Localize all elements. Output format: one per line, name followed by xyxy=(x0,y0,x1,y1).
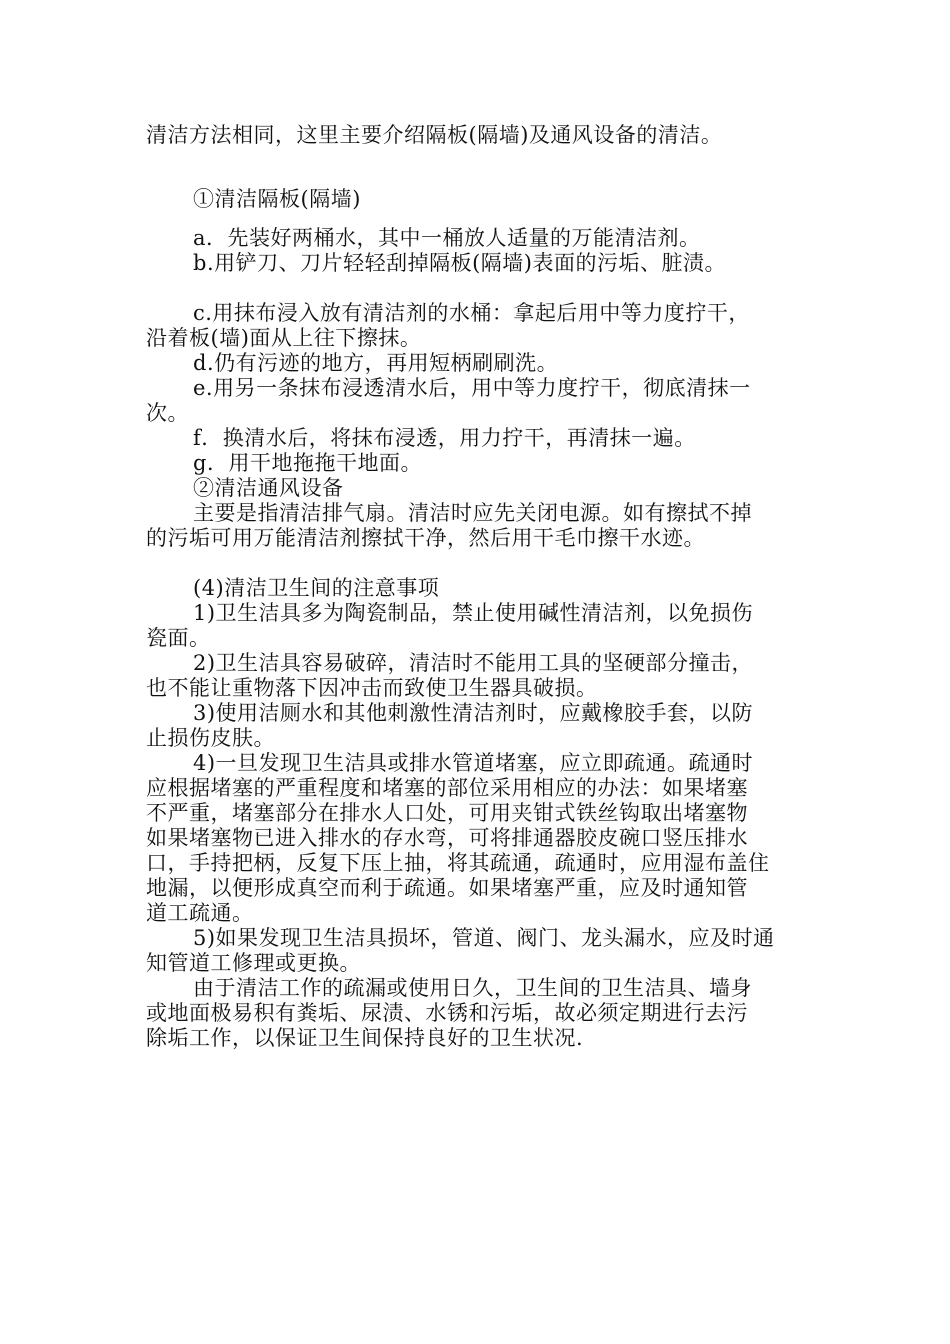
section-heading: (4)清洁卫生间的注意事项 xyxy=(193,576,440,600)
paragraph-line: 地漏，以便形成真空而利于疏通。如果堵塞严重，应及时通知管 xyxy=(146,876,748,900)
paragraph-line: 瓷面。 xyxy=(146,626,211,650)
paragraph-line: 的污垢可用万能清洁剂擦拭干净，然后用干毛巾擦干水迹。 xyxy=(146,526,705,550)
section-heading: ①清洁隔板(隔墙) xyxy=(193,187,361,211)
paragraph-line: b.用铲刀、刀片轻轻刮掉隔板(隔墙)表面的污垢、脏渍。 xyxy=(193,251,727,275)
paragraph-line: 也不能让重物落下因冲击而致使卫生器具破损。 xyxy=(146,676,598,700)
paragraph-line: 除垢工作，以保证卫生间保持良好的卫生状况. xyxy=(146,1026,584,1050)
paragraph-line: 如果堵塞物已进入排水的存水弯，可将排通器胶皮碗口竖压排水 xyxy=(146,826,748,850)
paragraph-line: 沿着板(墙)面从上往下擦抹。 xyxy=(146,326,422,350)
paragraph-line: 道工疏通。 xyxy=(146,901,254,925)
paragraph-line: 5)如果发现卫生洁具损坏，管道、阀门、龙头漏水，应及时通 xyxy=(193,926,775,950)
paragraph-line: 或地面极易积有粪垢、尿渍、水锈和污垢，故必须定期进行去污 xyxy=(146,1001,748,1025)
paragraph-line: 口，手持把柄，反复下压上抽，将其疏通，疏通时，应用湿布盖住 xyxy=(146,851,770,875)
paragraph-line: 2)卫生洁具容易破碎，清洁时不能用工具的坚硬部分撞击， xyxy=(193,651,754,675)
paragraph-line: 3)使用洁厕水和其他刺激性清洁剂时，应戴橡胶手套，以防 xyxy=(193,701,754,725)
paragraph-line: 清洁方法相同，这里主要介绍隔板(隔墙)及通风设备的清洁。 xyxy=(146,123,723,147)
paragraph-line: f．换清水后，将抹布浸透，用力拧干，再清抹一遍。 xyxy=(193,426,696,450)
paragraph-line: 应根据堵塞的严重程度和堵塞的部位采用相应的办法：如果堵塞 xyxy=(146,776,748,800)
paragraph-line: 主要是指清洁排气扇。清洁时应先关闭电源。如有擦拭不掉 xyxy=(193,501,752,525)
paragraph-line: a．先装好两桶水，其中一桶放人适量的万能清洁剂。 xyxy=(193,226,701,250)
paragraph-line: e.用另一条抹布浸透清水后，用中等力度拧干，彻底清抹一 xyxy=(193,376,751,400)
section-heading: ②清洁通风设备 xyxy=(193,476,344,500)
paragraph-line: g．用干地拖拖干地面。 xyxy=(193,451,422,475)
paragraph-line: 1)卫生洁具多为陶瓷制品，禁止使用碱性清洁剂，以免损伤 xyxy=(193,601,754,625)
paragraph-line: 止损伤皮肤。 xyxy=(146,726,275,750)
paragraph-line: 4)一旦发现卫生洁具或排水管道堵塞，应立即疏通。疏通时 xyxy=(193,751,754,775)
paragraph-line: 由于清洁工作的疏漏或使用日久，卫生间的卫生洁具、墙身 xyxy=(193,976,752,1000)
paragraph-line: 知管道工修理或更换。 xyxy=(146,951,361,975)
paragraph-line: d.仍有污迹的地方，再用短柄刷刷洗。 xyxy=(193,351,559,375)
paragraph-line: 次。 xyxy=(146,401,189,425)
paragraph-line: 不严重，堵塞部分在排水人口处，可用夹钳式铁丝钩取出堵塞物 xyxy=(146,801,748,825)
paragraph-line: c.用抹布浸入放有清洁剂的水桶：拿起后用中等力度拧干， xyxy=(193,301,750,325)
